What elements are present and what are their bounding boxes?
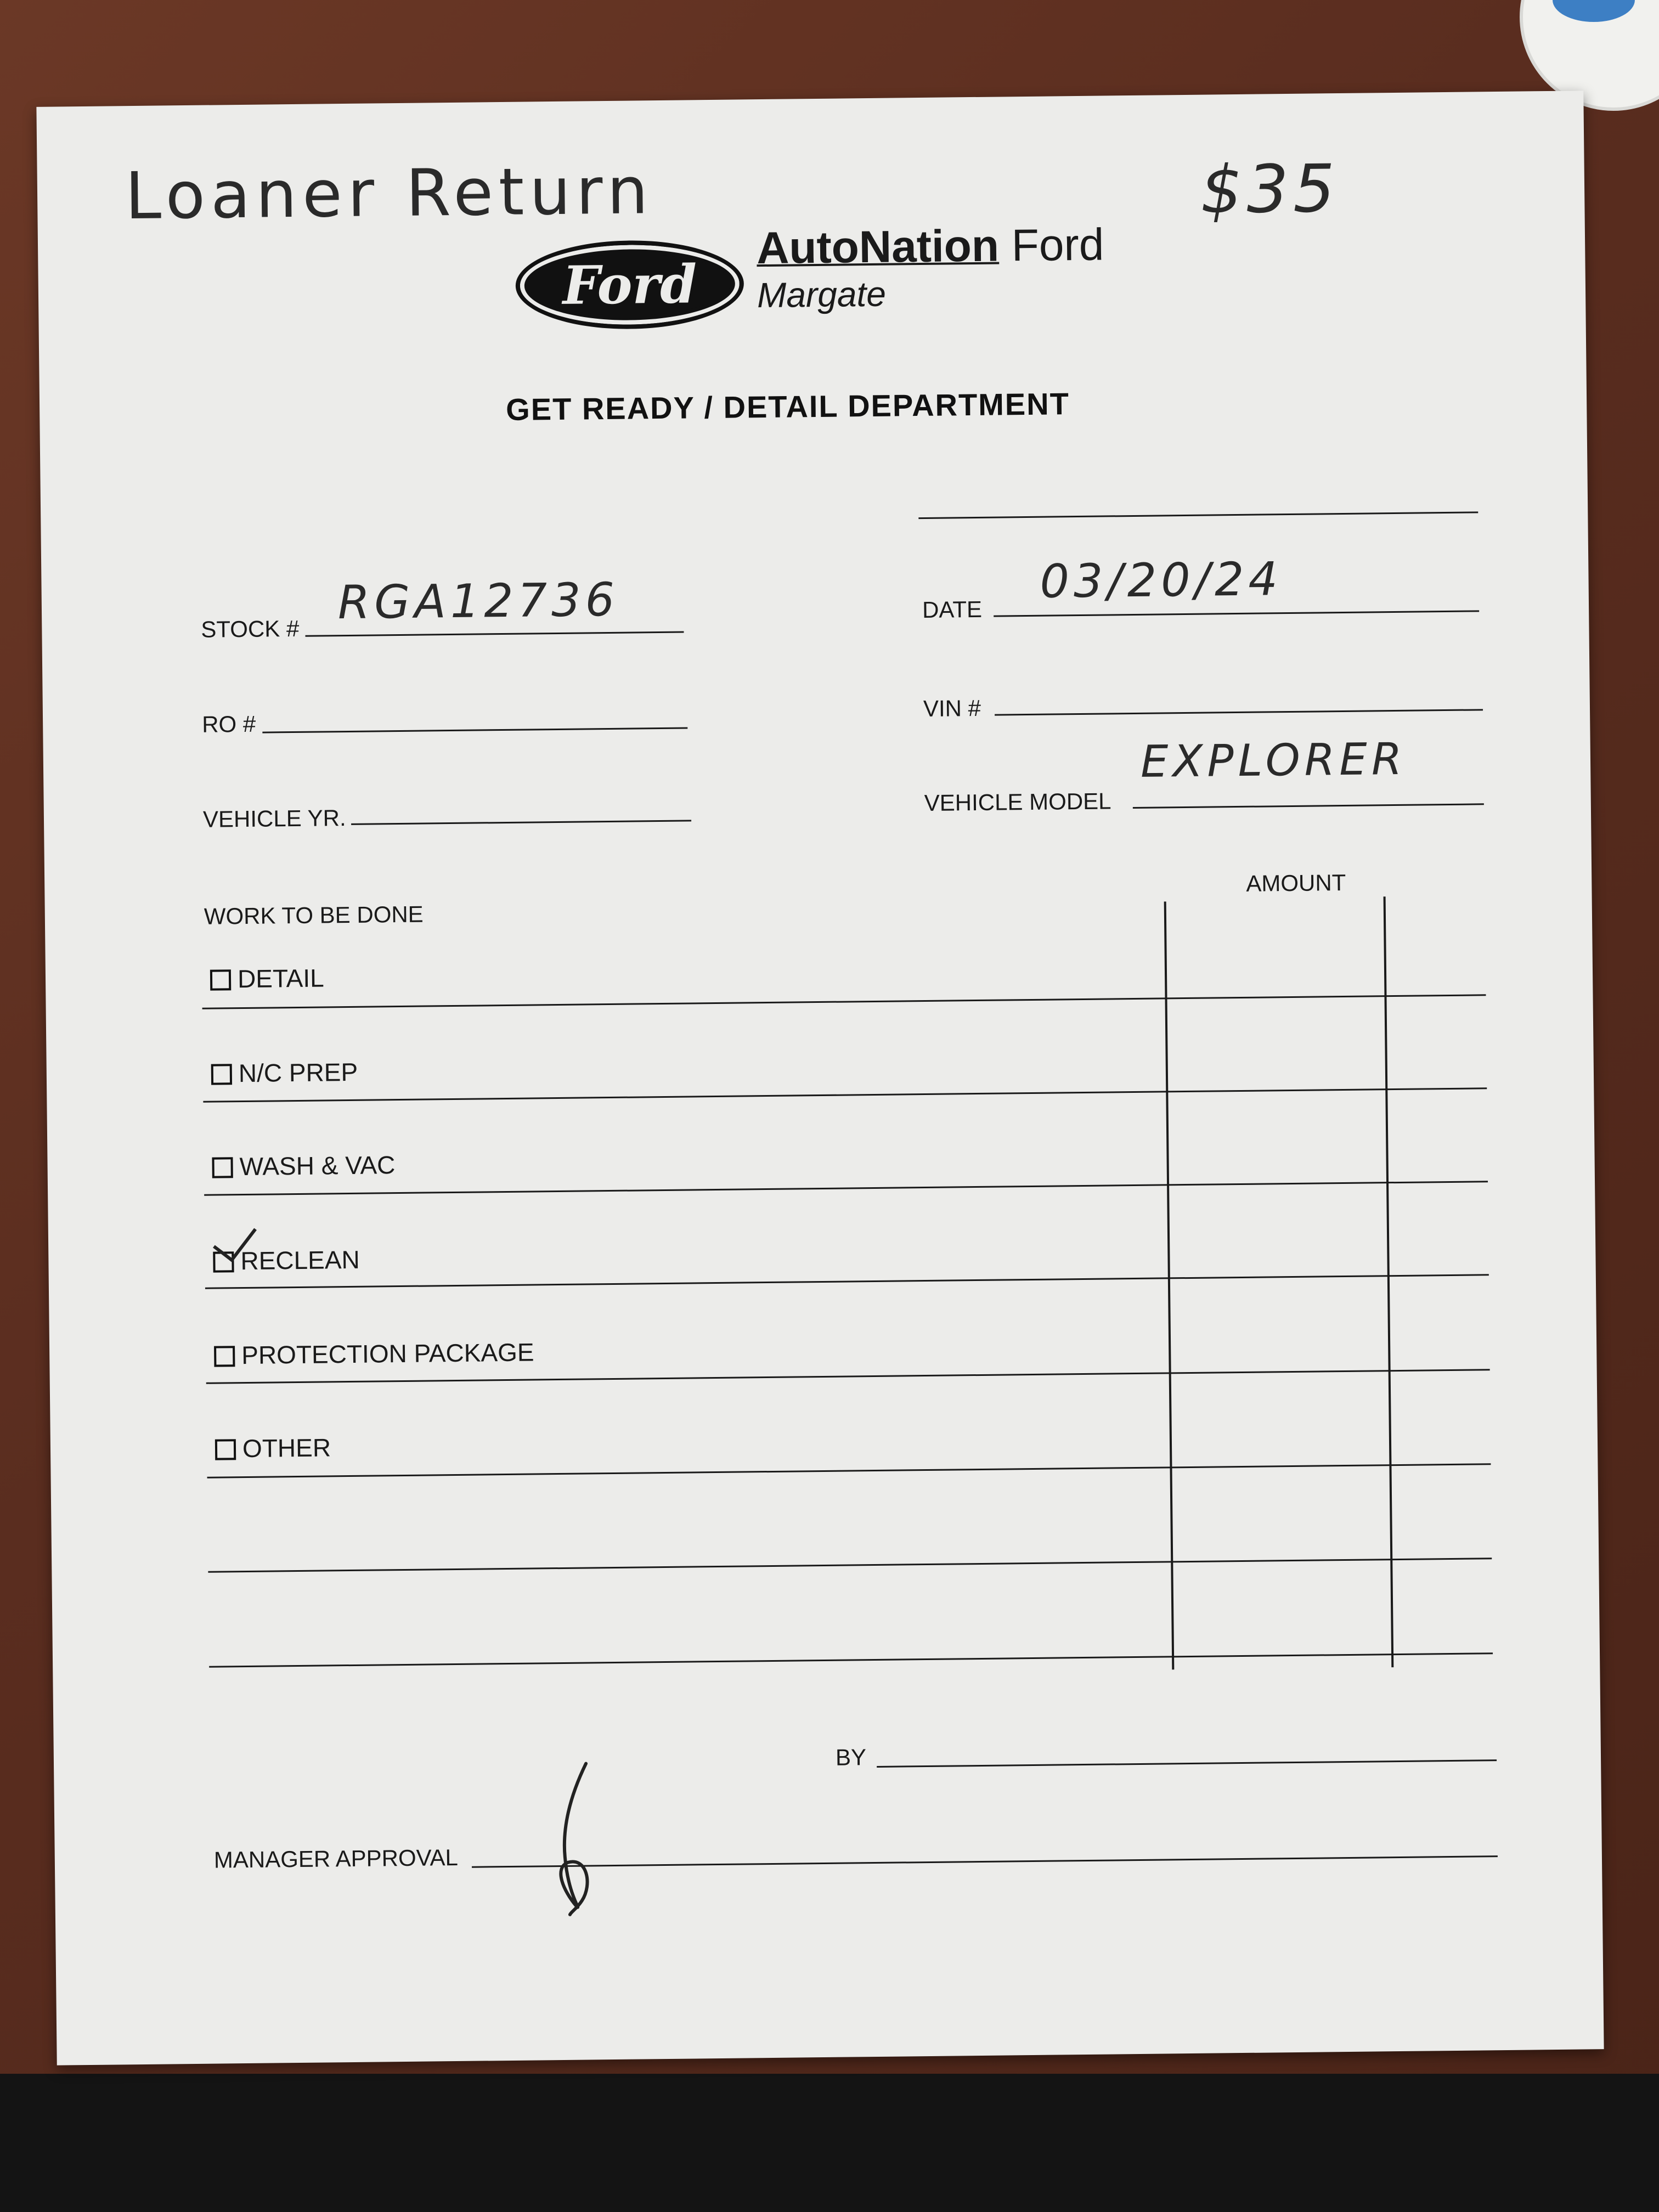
ford-logo [515, 239, 744, 330]
vehicle-model-line [1133, 803, 1484, 809]
other-label: OTHER [242, 1433, 331, 1463]
stock-value: RGA12736 [337, 572, 619, 630]
handwritten-corner-note: Loaner Return [125, 153, 654, 234]
date-value: 03/20/24 [1040, 552, 1283, 608]
protection-package-checkbox[interactable] [214, 1346, 235, 1367]
by-line [877, 1759, 1497, 1768]
nc-prep-label: N/C PREP [238, 1057, 358, 1088]
vin-label: VIN # [923, 695, 981, 721]
ro-line [262, 727, 687, 733]
row-line-3 [204, 1181, 1488, 1196]
protection-package-label: PROTECTION PACKAGE [241, 1338, 534, 1370]
manager-signature [542, 1758, 610, 1917]
vehicle-model-label: VEHICLE MODEL [924, 788, 1111, 816]
row-line-6 [207, 1463, 1491, 1479]
vin-line [995, 709, 1483, 715]
manager-approval-line [472, 1855, 1498, 1868]
detail-checkbox[interactable] [210, 969, 231, 990]
dealer-name-rest: Ford [998, 219, 1104, 271]
amount-heading: AMOUNT [1246, 869, 1346, 896]
row-line-4 [205, 1274, 1489, 1289]
floor-shadow [0, 2074, 1659, 2212]
date-label: DATE [922, 596, 983, 623]
row-line-2 [203, 1087, 1487, 1103]
amount-column-right-border [1384, 896, 1394, 1667]
wash-vac-label: WASH & VAC [239, 1150, 396, 1181]
dealer-name [757, 219, 1104, 275]
dealer-location: Margate [757, 274, 887, 315]
row-line-5 [206, 1369, 1490, 1384]
row-line-8 [209, 1652, 1493, 1668]
wash-vac-checkbox[interactable] [212, 1157, 233, 1178]
stock-label: STOCK # [201, 615, 300, 642]
vehicle-yr-label: VEHICLE YR. [202, 805, 346, 832]
nc-prep-checkbox[interactable] [211, 1064, 232, 1085]
stock-line [305, 631, 684, 637]
amount-column-left-border [1164, 901, 1175, 1669]
ro-label: RO # [201, 710, 256, 737]
vehicle-yr-line [351, 820, 691, 825]
vehicle-model-value: EXPLORER [1140, 733, 1407, 787]
department-title: GET READY / DETAIL DEPARTMENT [505, 386, 1070, 427]
manager-approval-label: MANAGER APPROVAL [213, 1844, 459, 1873]
dealer-name-bold: AutoNation [756, 221, 1000, 274]
other-checkbox[interactable] [215, 1439, 236, 1460]
detail-label: DETAIL [237, 963, 324, 994]
date-line [994, 610, 1479, 617]
work-order-form [36, 91, 1604, 2065]
ford-logo-text: Ford [562, 253, 697, 317]
row-line-7 [208, 1558, 1492, 1573]
reclean-label: RECLEAN [240, 1245, 360, 1276]
work-heading: WORK TO BE DONE [204, 901, 424, 929]
by-label: BY [835, 1744, 867, 1770]
handwritten-price: $35 [1200, 151, 1340, 229]
blank-line-top [918, 511, 1478, 519]
row-line-1 [202, 994, 1486, 1009]
